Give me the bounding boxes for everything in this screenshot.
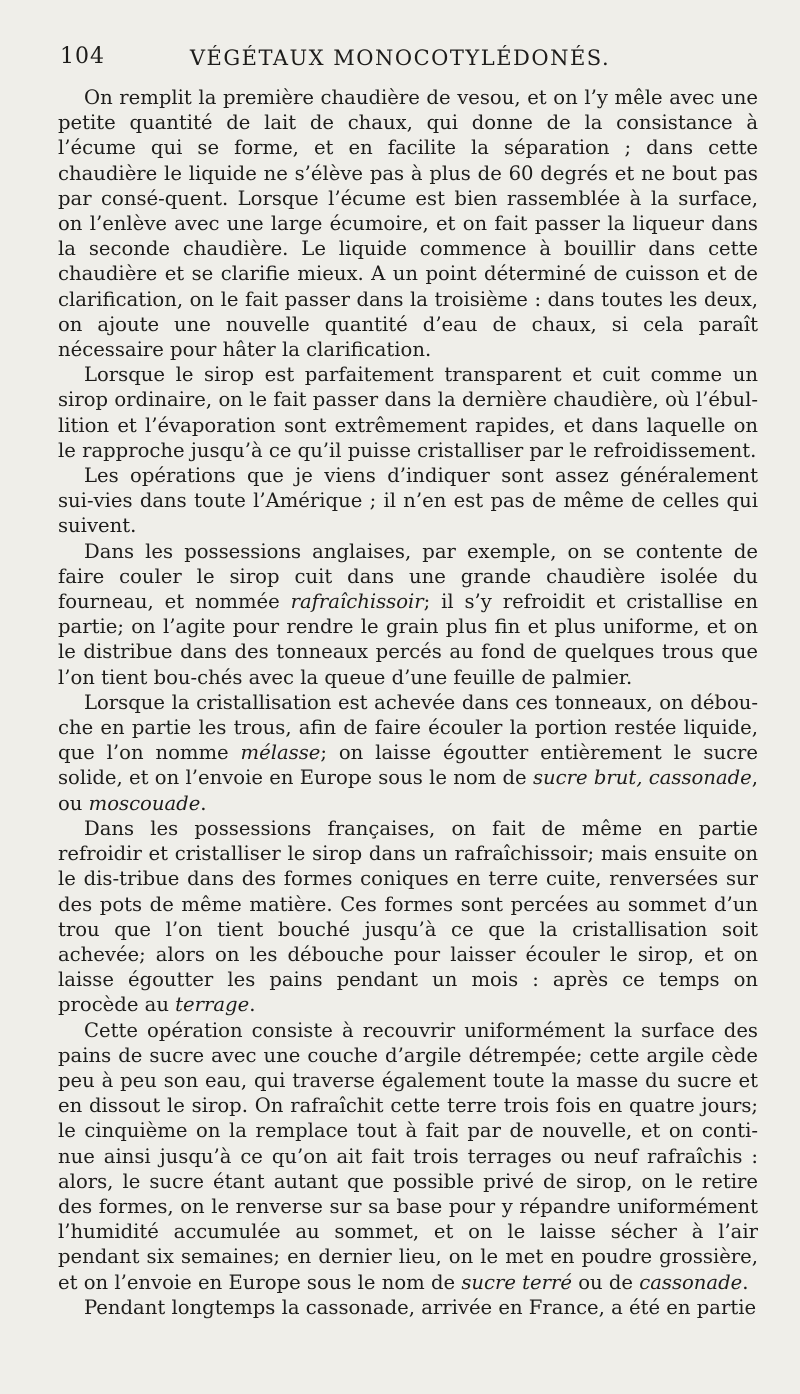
text-segment: Dans les possessions anglaises, par exemple, on se contente de faire couler le sirop cuit dans une grande chaudière isolée du fourneau, et nommée — [58, 539, 758, 614]
paragraph — [58, 1295, 758, 1320]
body-text — [58, 85, 758, 1320]
paragraph — [58, 816, 758, 1018]
running-title: VÉGÉTAUX MONOCOTYLÉDONÉS. — [189, 46, 611, 70]
text-segment: Lorsque la cristallisation est achevée dans ces tonneaux, on débou-che en partie les trous, afin de faire écouler la portion restée liquide, que l’on nomme — [58, 690, 758, 765]
text-segment: Cette opération consiste à recouvrir uniformément la surface des pains de sucre avec une couche d’argile détrempée; cette argile cède peu à peu son eau, qui traverse également toute la masse du sucre et en dissout le sirop. On rafraîchit cette terre trois fois en quatre jours; le cinquième on la remplace tout à fait par de nouvelle, et on conti-nue ainsi jusqu’à ce qu’on ait fait trois terrages ou neuf rafraîchis : alors, le sucre étant autant que possible privé de sirop, on le retire des formes, on le renverse sur sa base pour y répandre uniformément l’humidité accumulée au sommet, et on le laisse sécher à l’air pendant six semaines; en dernier lieu, on le met en poudre grossière, et on l’envoie en Europe sous le nom de — [58, 1018, 758, 1294]
text-segment: ; il s’y refroidit et cristallise en partie; on l’agite pour rendre le grain plus fin et plus uniforme, et on le distribue dans des tonneaux percés au fond de quelques trous que l’on tient bou-chés avec la queue d’une feuille de palmier. — [58, 590, 758, 689]
italic-term: sucre terré — [461, 1270, 572, 1294]
text-segment: . — [742, 1270, 749, 1294]
italic-term: cassonade — [639, 1270, 743, 1294]
text-segment: Les opérations que je viens d’indiquer sont assez généralement sui-vies dans toute l’Amérique ; il n’en est pas de même de celles qui suivent. — [58, 464, 758, 538]
text-segment: Lorsque le sirop est parfaitement transparent et cuit comme un sirop ordinaire, on le fait passer dans la dernière chaudière, où l’ébul-lition et l’évaporation sont extrêmement rapides, et dans laquelle on le rapproche jusqu’à ce qu’il puisse cristalliser par le refroidissement. — [58, 363, 758, 462]
italic-term: mélasse — [240, 741, 321, 765]
text-segment: Dans les possessions françaises, on fait de même en partie refroidir et cristalliser le sirop dans un rafraîchissoir; mais ensuite on le dis-tribue dans des formes coniques en terre cuite, renversées sur des pots de même matière. Ces formes sont percées au sommet d’un trou que l’on tient bouché jusqu’à ce que la cristallisation soit achevée; alors on les débouche pour laisser écouler le sirop, et on laisse égoutter les pains pendant un mois : après ce temps on procède au — [58, 816, 758, 1017]
page-number: 104 — [60, 44, 105, 69]
text-segment: Pendant longtemps la cassonade, arrivée en France, a été en partie — [84, 1295, 757, 1319]
text-segment: ; on laisse égoutter entièrement le sucre solide, et on l’envoie en Europe sous le nom de — [58, 741, 758, 790]
paragraph — [58, 85, 758, 362]
italic-term: terrage — [175, 993, 250, 1017]
paragraph — [58, 539, 758, 690]
italic-term: rafraîchissoir — [290, 590, 424, 614]
page-header — [50, 40, 750, 80]
paragraph — [58, 362, 758, 463]
paragraph — [58, 690, 758, 816]
paragraph — [58, 463, 758, 539]
text-segment: , ou — [58, 766, 758, 815]
text-segment: . — [200, 791, 207, 815]
text-segment: . — [249, 993, 256, 1017]
paragraph — [58, 1018, 758, 1295]
italic-term: sucre brut, cassonade — [532, 766, 752, 790]
italic-term: moscouade — [88, 791, 201, 815]
text-segment: ou de — [571, 1270, 640, 1294]
text-segment: On remplit la première chaudière de vesou, et on l’y mêle avec une petite quantité de lait de chaux, qui donne de la consistance à l’écume qui se forme, et en facilite la séparation ; dans cette chaudière le liquide ne s’élève pas à plus de 60 degrés et ne bout pas par consé-quent. Lorsque l’écume est bien rassemblée à la surface, on l’enlève avec une large écumoire, et on fait passer la liqueur dans la seconde chaudière. Le liquide commence à bouillir dans cette chaudière et se clarifie mieux. A un point déterminé de cuisson et de clarification, on le fait passer dans la troisième : dans toutes les deux, on ajoute une nouvelle quantité d’eau de chaux, si cela paraît nécessaire pour hâter la clarification. — [58, 86, 758, 362]
